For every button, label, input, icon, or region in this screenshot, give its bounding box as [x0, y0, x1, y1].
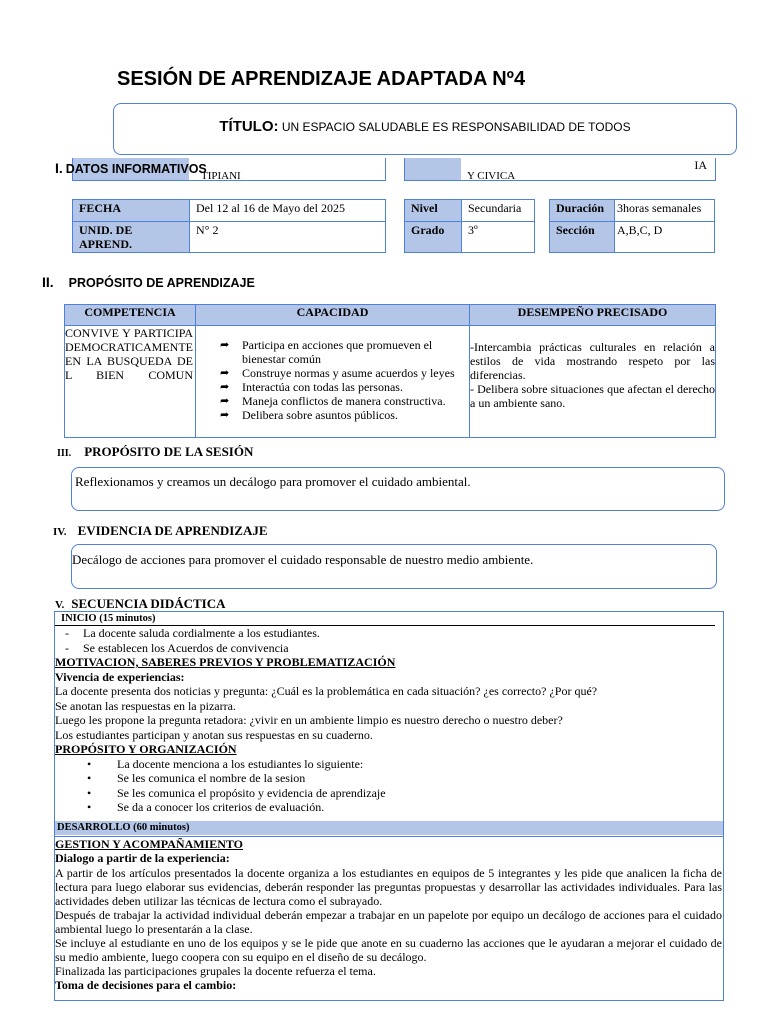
hidden-area-cell: Y CIVICA IA [404, 158, 716, 181]
proposito-sesion-box: Reflexionamos y creamos un decálogo para promover el cuidado ambiental. [71, 467, 725, 511]
proposito-heading: PROPÓSITO Y ORGANIZACIÓN [55, 742, 237, 756]
vivencia-line: La docente presenta dos noticias y pregunta: ¿Cuál es la problemática en cada situación? ¿es correcto? ¿Por qué? [55, 684, 598, 698]
competencia-cell: CONVIVE Y PARTICIPA DEMOCRATICAMENTE EN LA BUSQUEDA DEL BIEN COMUN [65, 326, 196, 438]
title-value: UN ESPACIO SALUDABLE ES RESPONSABILIDAD DE TODOS [281, 120, 631, 134]
arrow-icon: ➦ [220, 338, 230, 351]
duracion-label: Duración [550, 200, 615, 222]
proposito-item: • Se les comunica el nombre de la sesion [87, 771, 306, 785]
section-1-heading: I. DATOS INFORMATIVOS [55, 160, 207, 176]
gestion-heading: GESTION Y ACOMPAÑAMIENTO [55, 836, 244, 851]
capacidad-item: ➦ Interactúa con todas las personas. [220, 380, 403, 394]
paragraph: Se incluye al estudiante en uno de los equipos y se le pide que anote en su cuaderno las acciones que le ayudaran a mejorar el cuidado de su medio ambiente, luego coopera con su equipo en el diseño de su decálogo. [55, 935, 722, 964]
info-table-mid [404, 199, 535, 253]
capacidad-item: ➦ Participa en acciones que promueven el bienestar común [220, 338, 433, 366]
nivel-label: Nivel [405, 200, 462, 222]
arrow-icon: ➦ [220, 408, 230, 421]
vivencia-line: Se anotan las respuestas en la pizarra. [55, 698, 236, 713]
fecha-value: Del 12 al 16 de Mayo del 2025 [190, 200, 386, 222]
fecha-label: FECHA [73, 200, 190, 222]
unid-label: UNID. DE APREND. [73, 222, 190, 253]
section-2-heading: II. PROPÓSITO DE APRENDIZAJE [42, 274, 255, 290]
arrow-icon: ➦ [220, 366, 230, 379]
desarrollo-header: DESARROLLO (60 minutos) [55, 821, 723, 835]
dialogo-heading: Dialogo a partir de la experiencia: [55, 851, 230, 865]
seccion-label: Sección [550, 222, 615, 253]
secuencia-box [54, 611, 724, 1001]
vivencia-line: Los estudiantes participan y anotan sus respuestas en su cuaderno. [55, 727, 373, 742]
proposito-item: • Se les comunica el propósito y evidencia de aprendizaje [87, 785, 386, 800]
grado-value: 3º [462, 222, 535, 253]
seccion-value: A,B,C, D [615, 222, 715, 253]
proposito-item: • La docente menciona a los estudiantes lo siguiente: [87, 756, 364, 771]
unid-value: N° 2 [190, 222, 386, 253]
section-4-heading: IV. EVIDENCIA DE APRENDIZAJE [53, 523, 268, 538]
paragraph: Finalizada las participaciones grupales la docente refuerza el tema. [55, 963, 376, 978]
title-box [113, 103, 737, 155]
motivacion-heading: MOTIVACION, SABERES PREVIOS Y PROBLEMATIZACIÓN [55, 655, 396, 669]
decisiones-heading: Toma de decisiones para el cambio: [55, 977, 237, 992]
duracion-value: 3horas semanales [615, 200, 715, 222]
nivel-value: Secundaria [462, 200, 535, 222]
vivencia-line: Luego les propone la pregunta retadora: ¿vivir en un ambiente limpio es nuestro derecho o nuestro deber? [55, 713, 563, 727]
inicio-item: - La docente saluda cordialmente a los estudiantes. [65, 626, 320, 640]
capacidad-cell [196, 326, 470, 438]
grado-label: Grado [405, 222, 462, 253]
evidencia-box: Decálogo de acciones para promover el cuidado responsable de nuestro medio ambiente. [71, 544, 717, 589]
capacidad-item: ➦ Construye normas y asume acuerdos y leyes [220, 366, 455, 380]
inicio-header: INICIO (15 minutos) [55, 612, 715, 626]
arrow-icon: ➦ [220, 380, 230, 393]
competencia-header: COMPETENCIA [65, 305, 196, 326]
capacidad-item: ➦ Delibera sobre asuntos públicos. [220, 408, 398, 422]
section-3-heading: III. PROPÓSITO DE LA SESIÓN [57, 444, 254, 459]
paragraph: Después de trabajar la actividad individual deberán empezar a trabajar en un papelote por equipo un decálogo de acciones para el cuidado ambiental luego lo presentarán a la clase. [55, 907, 722, 936]
section-5-heading: V. SECUENCIA DIDÁCTICA [55, 596, 226, 611]
page-title: SESIÓN DE APRENDIZAJE ADAPTADA Nº4 [117, 68, 526, 90]
hidden-name-cell: TIPIANI [72, 158, 386, 181]
desempeno-cell: -Intercambia prácticas culturales en relación a estilos de vida mostrando respeto por las diferencias. - Delibera sobre situaciones que afectan el derecho a un ambiente sano. [470, 326, 716, 438]
paragraph: A partir de los artículos presentados la docente organiza a los estudiantes en equipos de 5 integrantes y les pide que analicen la ficha de lectura para luego elaborar sus evidencias, deberán responder las preguntas propuestas y desarrollar las actividades individuales. Para las actividades deben utilizar las técnicas de lectura como el subrayado. [55, 865, 722, 908]
vivencia-heading: Vivencia de experiencias: [55, 669, 185, 684]
inicio-item: - Se establecen los Acuerdos de convivencia [65, 640, 289, 655]
competencias-table [64, 304, 716, 438]
capacidad-header: CAPACIDAD [196, 305, 470, 326]
arrow-icon: ➦ [220, 394, 230, 407]
title-label: TÍTULO: [219, 118, 279, 135]
proposito-item: • Se da a conocer los criterios de evaluación. [87, 800, 325, 814]
info-table-left [72, 199, 386, 253]
desempeno-header: DESEMPEÑO PRECISADO [470, 305, 716, 326]
capacidad-item: ➦ Maneja conflictos de manera constructiva. [220, 394, 446, 408]
info-table-right [549, 199, 715, 253]
